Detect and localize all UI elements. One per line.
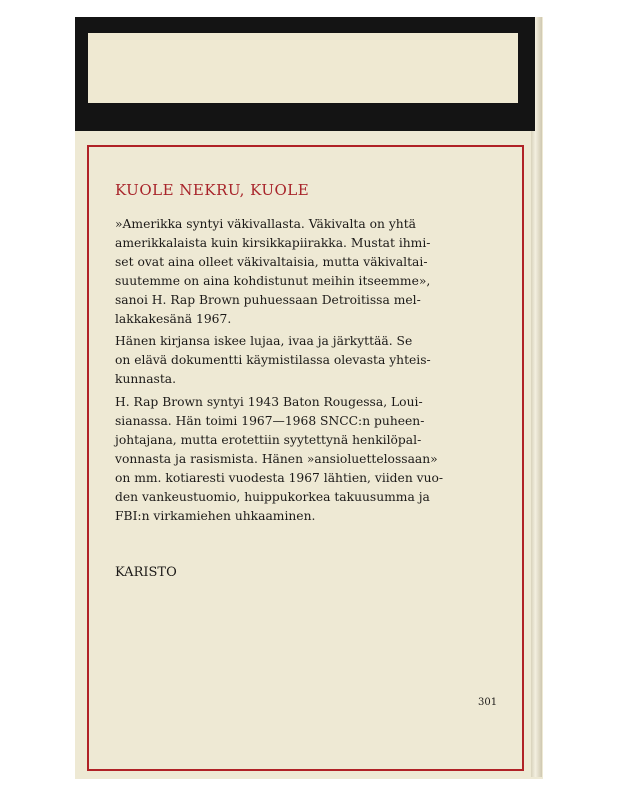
blurb-line: johtajana, mutta erotettiin syytettynä henkilöpal- xyxy=(115,432,422,447)
blurb-line: FBI:n virkamiehen uhkaaminen. xyxy=(115,508,316,523)
blurb-paragraph-2 xyxy=(115,332,500,389)
top-band-panel xyxy=(88,33,518,103)
book-title: KUOLE NEKRU, KUOLE xyxy=(115,181,310,199)
blurb-line: on elävä dokumentti käymistilassa olevasta yhteis- xyxy=(115,353,431,368)
blurb-text xyxy=(115,215,500,530)
blurb-line: vonnasta ja rasismista. Hänen »ansioluettelossaan» xyxy=(115,451,438,466)
blurb-paragraph-1 xyxy=(115,215,500,328)
blurb-line: den vankeustuomio, huippukorkea takuusumma ja xyxy=(115,489,430,504)
blurb-paragraph-3 xyxy=(115,393,500,525)
blurb-line: amerikkalaista kuin kirsikkapiirakka. Mustat ihmi- xyxy=(115,235,431,250)
series-number: 301 xyxy=(478,697,498,708)
blurb-line: lakkakesänä 1967. xyxy=(115,311,232,326)
blurb-line: Hänen kirjansa iskee lujaa, ivaa ja järkyttää. Se xyxy=(115,334,413,349)
blurb-line: H. Rap Brown syntyi 1943 Baton Rougessa, Loui- xyxy=(115,395,423,410)
blurb-line: sanoi H. Rap Brown puhuessaan Detroitissa mel- xyxy=(115,292,421,307)
blurb-line: sianassa. Hän toimi 1967—1968 SNCC:n puheen- xyxy=(115,414,425,429)
blurb-line: on mm. kotiaresti vuodesta 1967 lähtien, viiden vuo- xyxy=(115,470,444,485)
blurb-line: kunnasta. xyxy=(115,372,177,387)
book-page-edge xyxy=(531,17,542,777)
blurb-line: »Amerikka syntyi väkivallasta. Väkivalta on yhtä xyxy=(115,217,416,231)
publisher-name: KARISTO xyxy=(115,565,177,580)
blurb-line: suutemme on aina kohdistunut meihin itseemme», xyxy=(115,273,431,288)
blurb-line: set ovat aina olleet väkivaltaisia, mutta väkivaltai- xyxy=(115,254,428,269)
